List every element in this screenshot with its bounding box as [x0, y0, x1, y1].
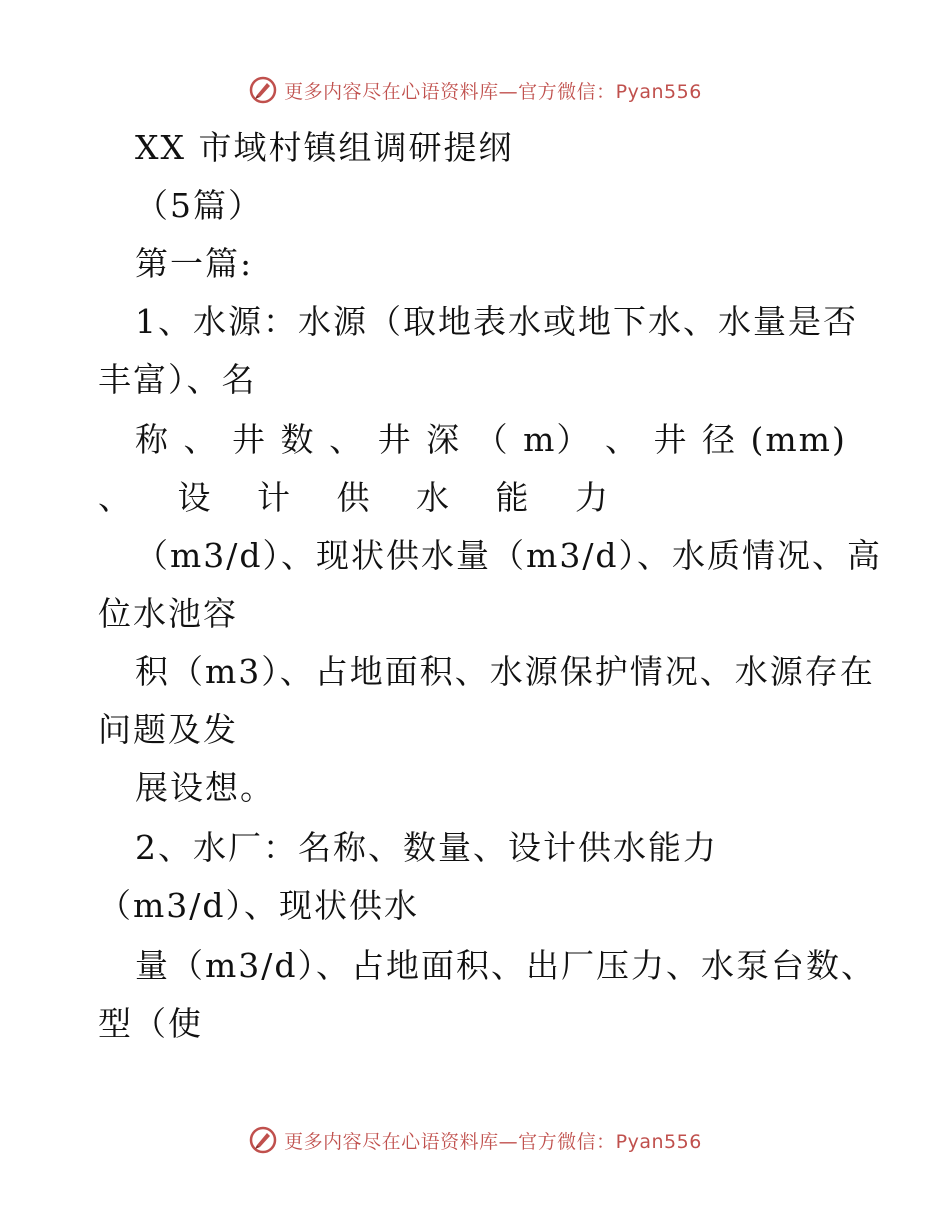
body-line: 问题及发: [98, 710, 238, 749]
word: 称: [135, 420, 170, 459]
word: (mm): [750, 420, 847, 459]
header-banner: [0, 70, 950, 110]
word: 、: [329, 420, 365, 459]
banner-text: 更多内容尽在心语资料库—官方微信：Pyan556: [284, 80, 702, 103]
body-line: 积（m3）、占地面积、水源保护情况、水源存在: [135, 652, 875, 691]
banner-text: 更多内容尽在心语资料库—官方微信：Pyan556: [284, 1130, 702, 1153]
section-heading: 第一篇:: [135, 244, 254, 283]
body-line: 、 设 计 供 水 能 力: [98, 478, 626, 517]
footer-banner: [0, 1120, 950, 1160]
body-line-justified: [135, 420, 847, 460]
body-line: 1、水源：水源（取地表水或地下水、水量是否: [135, 302, 858, 341]
body-line: 2、水厂：名称、数量、设计供水能力: [135, 828, 718, 867]
body-line: 型（使: [98, 1004, 203, 1043]
document-subtitle: （5篇）: [135, 186, 263, 225]
body-line: 展设想。: [135, 768, 275, 807]
word: 深: [426, 420, 462, 459]
word: 数: [280, 420, 316, 459]
body-line: 丰富）、名: [98, 360, 257, 399]
pen-logo-icon: [248, 1125, 278, 1155]
body-line: （m3/d）、现状供水: [98, 886, 420, 925]
word: 、: [183, 420, 219, 459]
word: m）: [523, 420, 592, 459]
word: 、: [604, 420, 640, 459]
word: 井: [377, 420, 413, 459]
word: （: [474, 420, 510, 459]
body-line: 量（m3/d）、占地面积、出厂压力、水泵台数、: [135, 946, 877, 985]
word: 井: [232, 420, 268, 459]
body-line: （m3/d）、现状供水量（m3/d）、水质情况、高: [135, 536, 883, 575]
document-title: XX 市域村镇组调研提纲: [135, 128, 514, 167]
pen-logo-icon: [248, 75, 278, 105]
word: 井: [653, 420, 689, 459]
body-line: 位水池容: [98, 594, 238, 633]
word: 径: [701, 420, 737, 459]
